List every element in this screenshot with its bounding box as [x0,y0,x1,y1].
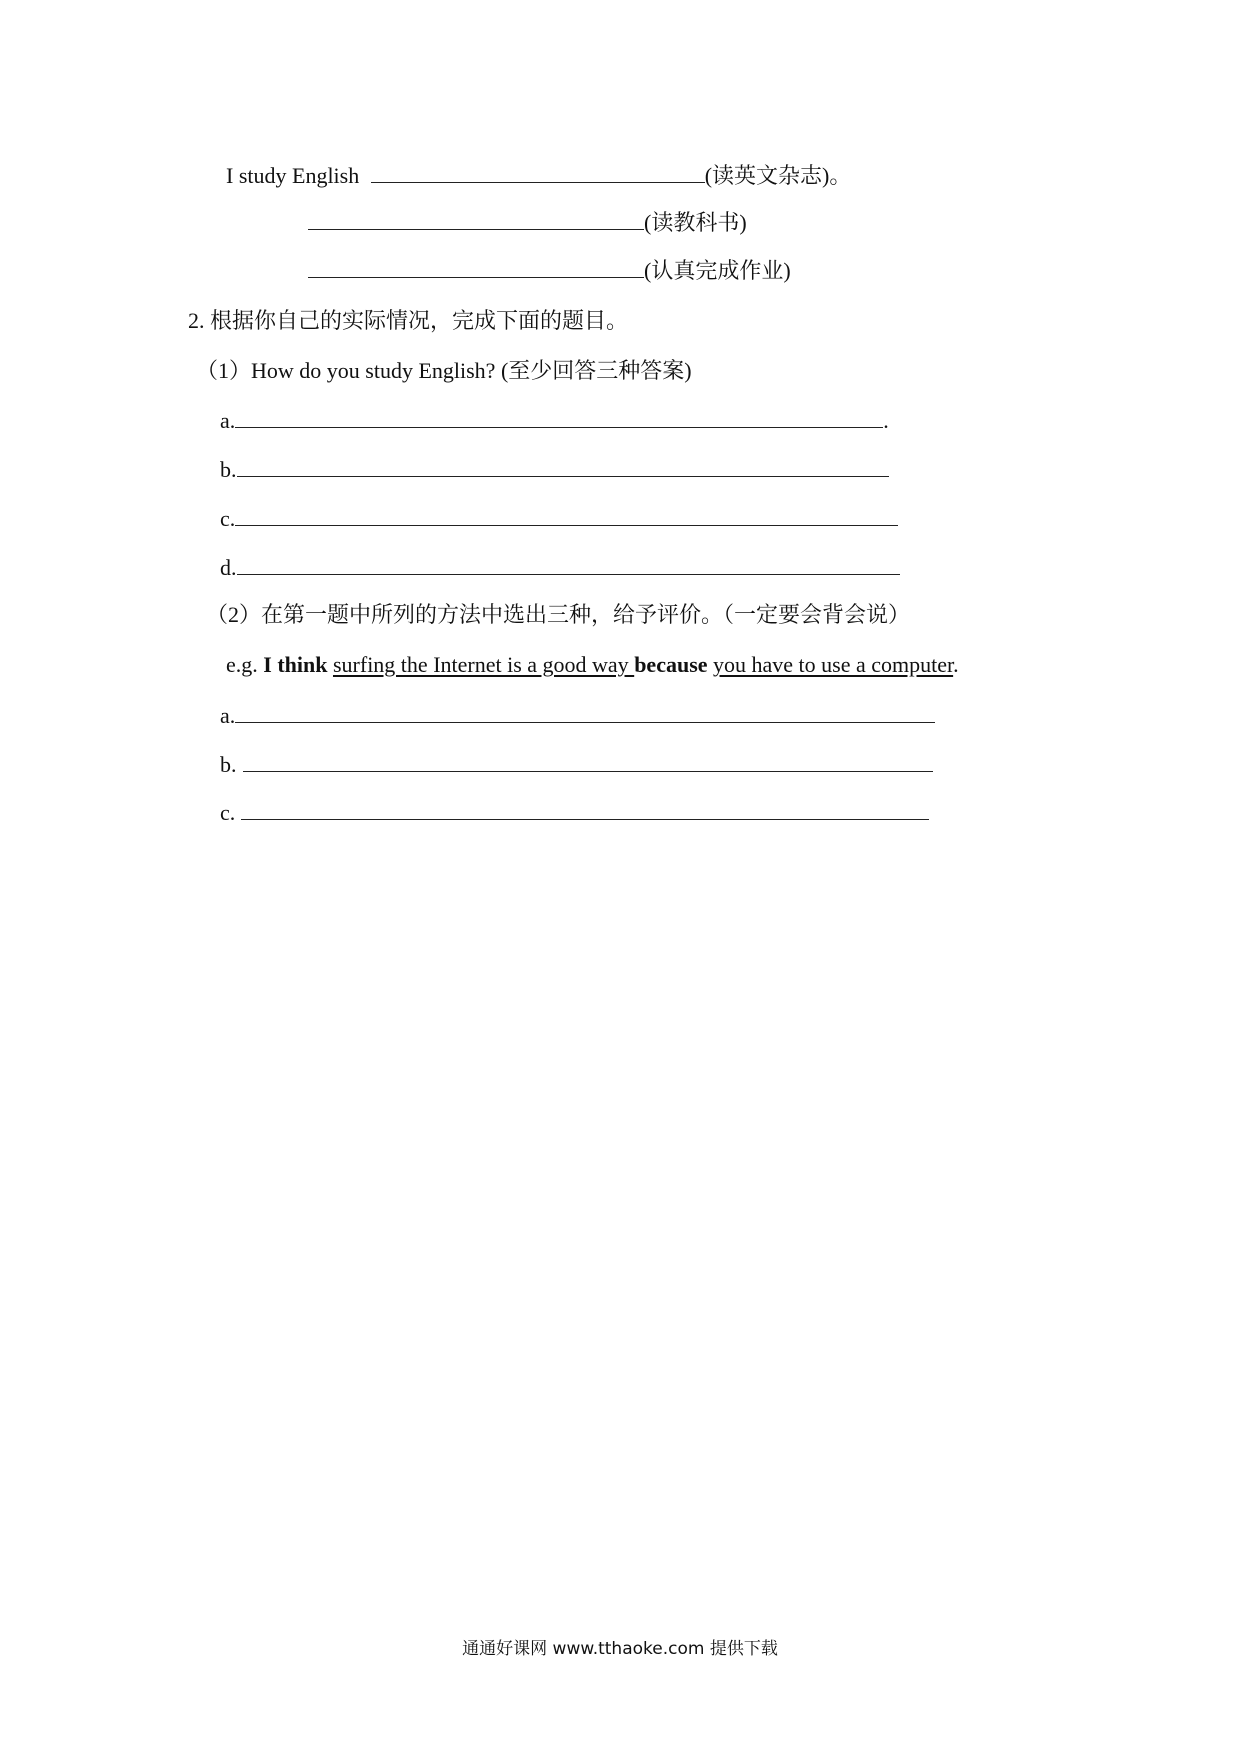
hint-text: (读英文杂志)。 [704,163,852,188]
answer-blank[interactable] [235,503,898,526]
item-label: b. [220,457,237,482]
answer-blank[interactable] [237,552,900,575]
answer-blank[interactable] [237,454,889,477]
item-label: a. [220,703,236,728]
example-bold-because: because [634,652,708,677]
line-read-magazines [226,160,851,191]
answer-blank[interactable] [241,797,929,820]
item-label: a. [220,408,236,433]
section-heading [188,306,628,336]
question-2-prompt [206,600,910,630]
q1-answer-a [220,405,889,436]
item-end: . [883,408,889,433]
q2-answer-c [220,797,929,828]
line-read-textbooks [308,207,747,238]
answer-blank[interactable] [235,405,883,428]
q1-answer-c [220,503,898,534]
answer-blank[interactable] [243,749,933,772]
hint-text: (认真完成作业) [644,258,791,283]
example-prefix: e.g. [226,652,264,677]
q2-answer-b [220,749,933,780]
example-underlined-reason: you have to use a computer [713,652,954,677]
heading-text: 2. 根据你自己的实际情况，完成下面的题目。 [188,308,629,333]
item-label: c. [220,506,236,531]
example-sentence [226,650,959,680]
q1-answer-d [220,552,900,583]
answer-blank[interactable] [308,255,644,278]
q2-answer-a [220,700,935,731]
example-underlined-method: surfing the Internet is a good way [332,652,635,677]
question-1-prompt [196,356,692,386]
example-end: . [953,652,959,677]
answer-blank[interactable] [308,207,644,230]
answer-blank[interactable] [371,160,705,183]
item-label: d. [220,555,237,580]
line-finish-homework [308,255,791,286]
q1-answer-b [220,454,889,485]
footer-download-notice: 通通好课网 www.tthaoke.com 提供下载 [462,1639,778,1659]
lead-text: I study English [226,163,360,188]
example-bold-i-think: I think [263,652,328,677]
hint-text: (读教科书) [644,210,747,235]
prompt-text: （2）在第一题中所列的方法中选出三种，给予评价。（一定要会背会说） [206,602,911,627]
prompt-text: （1）How do you study English? (至少回答三种答案) [196,358,692,383]
item-label: b. [220,752,237,777]
answer-blank[interactable] [235,700,935,723]
item-label: c. [220,800,236,825]
